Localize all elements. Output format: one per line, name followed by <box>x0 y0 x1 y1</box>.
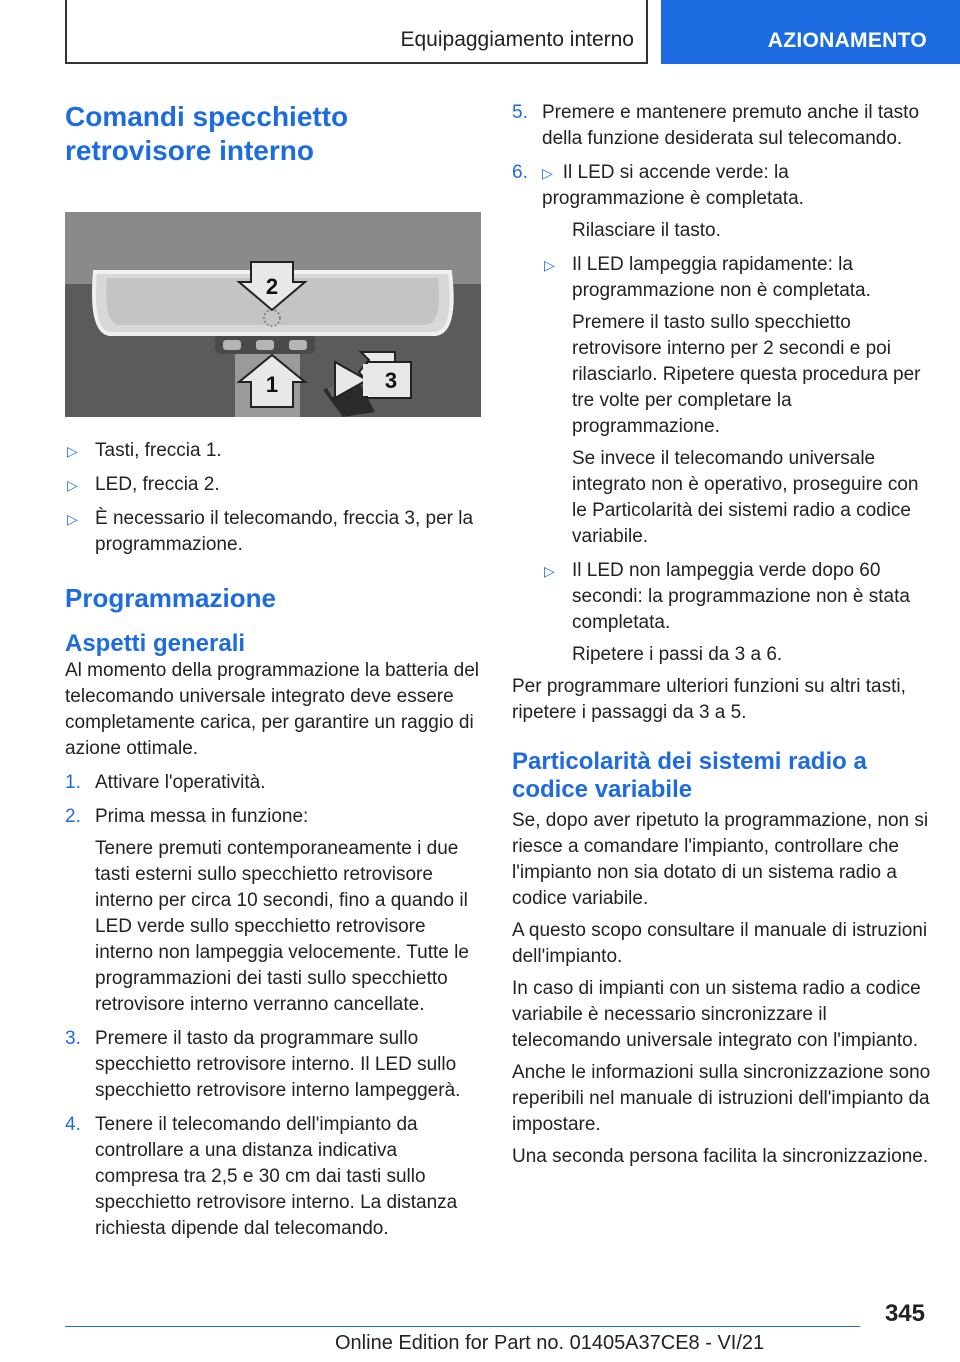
step-item: 3. Premere il tasto da programmare sullo specchietto retrovisore interno. Il LED sullo specchietto retrovisore interno lampeggerà. <box>65 1028 461 1101</box>
header-section-title: Equipaggiamento interno <box>400 28 634 51</box>
figure-item: ▷ È necessario il telecomando, freccia 3, per la programmazione. <box>67 508 474 555</box>
body-paragraph: Se, dopo aver ripetuto la programmazione, non si riesce a comandare l'impianto, controllare che l'impianto non sia dotato di un sistema radio a codice variabile. <box>512 810 929 909</box>
step-item: 1. Attivare l'operatività. <box>65 772 266 793</box>
triangle-right-icon: ▷ <box>67 443 78 459</box>
subsection-heading: Aspetti generali <box>65 630 246 657</box>
sub-item-detail: Se invece il telecomando universale integrato non è operativo, proseguire con le Particolarità dei sistemi radio a codice variabile. <box>572 448 919 547</box>
left-column <box>65 100 485 1242</box>
header-chapter-title: AZIONAMENTO <box>767 29 927 52</box>
step-item: 6. ▷ Il LED si accende verde: la programmazione è completata. <box>512 162 804 209</box>
page-number: 345 <box>884 1300 925 1327</box>
arrow-label-2: 2 <box>265 274 279 299</box>
footer-edition: Online Edition for Part no. 01405A37CE8 - VI/21 <box>335 1332 765 1354</box>
figure-item: ▷ LED, freccia 2. <box>65 472 485 498</box>
section-heading: Programmazione <box>65 583 276 613</box>
right-column <box>512 100 932 1170</box>
sub-item: ▷ Il LED non lampeggia verde dopo 60 secondi: la programmazione non è stata completata. <box>544 560 910 633</box>
step-item: 4. Tenere il telecomando dell'impianto da controllare a una distanza indicativa compresa tra 2,5 e 30 cm dai tasti sullo specchietto retrovisore interno. La distanza richiesta dipende dal telecomando. <box>65 1114 458 1239</box>
sub-item: ▷ Il LED lampeggia rapidamente: la programmazione non è completata. <box>544 254 871 301</box>
subsection-heading: Particolarità dei sistemi radio a codice variabile <box>512 748 867 803</box>
body-paragraph: A questo scopo consultare il manuale di istruzioni dell'impianto. <box>512 920 928 967</box>
step-detail: Rilasciare il tasto. <box>572 220 721 241</box>
sub-item-detail: Premere il tasto sullo specchietto retrovisore interno per 2 secondi e poi rilasciarlo. Ripetere questa procedura per tre volte per completare la programmazione. <box>572 312 921 437</box>
body-paragraph: In caso di impianti con un sistema radio a codice variabile è necessario sincronizzare il telecomando universale integrato con l'impianto. <box>512 978 921 1051</box>
header-section-box <box>65 0 648 64</box>
triangle-right-icon: ▷ <box>544 257 555 273</box>
footer-divider <box>65 1326 860 1327</box>
intro-paragraph: Al momento della programmazione la batteria del telecomando universale integrato deve essere completamente carica, per garantire un raggio di azione ottimale. <box>65 660 479 759</box>
triangle-right-icon: ▷ <box>67 511 78 527</box>
triangle-right-icon: ▷ <box>542 165 553 181</box>
body-paragraph: Anche le informazioni sulla sincronizzazione sono reperibili nel manuale di istruzioni dell'impianto da impostare. <box>512 1062 931 1135</box>
section-title: Comandi specchietto retrovisore interno <box>65 101 349 166</box>
after-paragraph: Per programmare ulteriori funzioni su altri tasti, ripetere i passaggi da 3 a 5. <box>512 676 906 723</box>
triangle-right-icon: ▷ <box>544 563 555 579</box>
step-item: 2. Prima messa in funzione: <box>65 806 309 827</box>
arrow-label-1: 1 <box>265 372 279 397</box>
step-detail: Tenere premuti contemporaneamente i due tasti esterni sullo specchietto retrovisore interno per circa 10 secondi, fino a quando il LED verde sullo specchietto retrovisore interno non lampeggia velocemente. Tutte le programmazioni dei tasti sullo specchietto retrovisore interno verranno cancellate. <box>95 838 469 1015</box>
sub-item-detail: Ripetere i passi da 3 a 6. <box>572 644 783 665</box>
step-item: 5. Premere e mantenere premuto anche il tasto della funzione desiderata sul telecomando. <box>512 102 920 149</box>
body-paragraph: Una seconda persona facilita la sincronizzazione. <box>512 1146 929 1167</box>
arrow-label-3: 3 <box>384 368 398 393</box>
header-chapter-tab[interactable] <box>661 0 960 64</box>
triangle-right-icon: ▷ <box>67 477 78 493</box>
mirror-illustration <box>65 212 481 417</box>
figure-item: ▷ Tasti, freccia 1. <box>65 438 485 464</box>
